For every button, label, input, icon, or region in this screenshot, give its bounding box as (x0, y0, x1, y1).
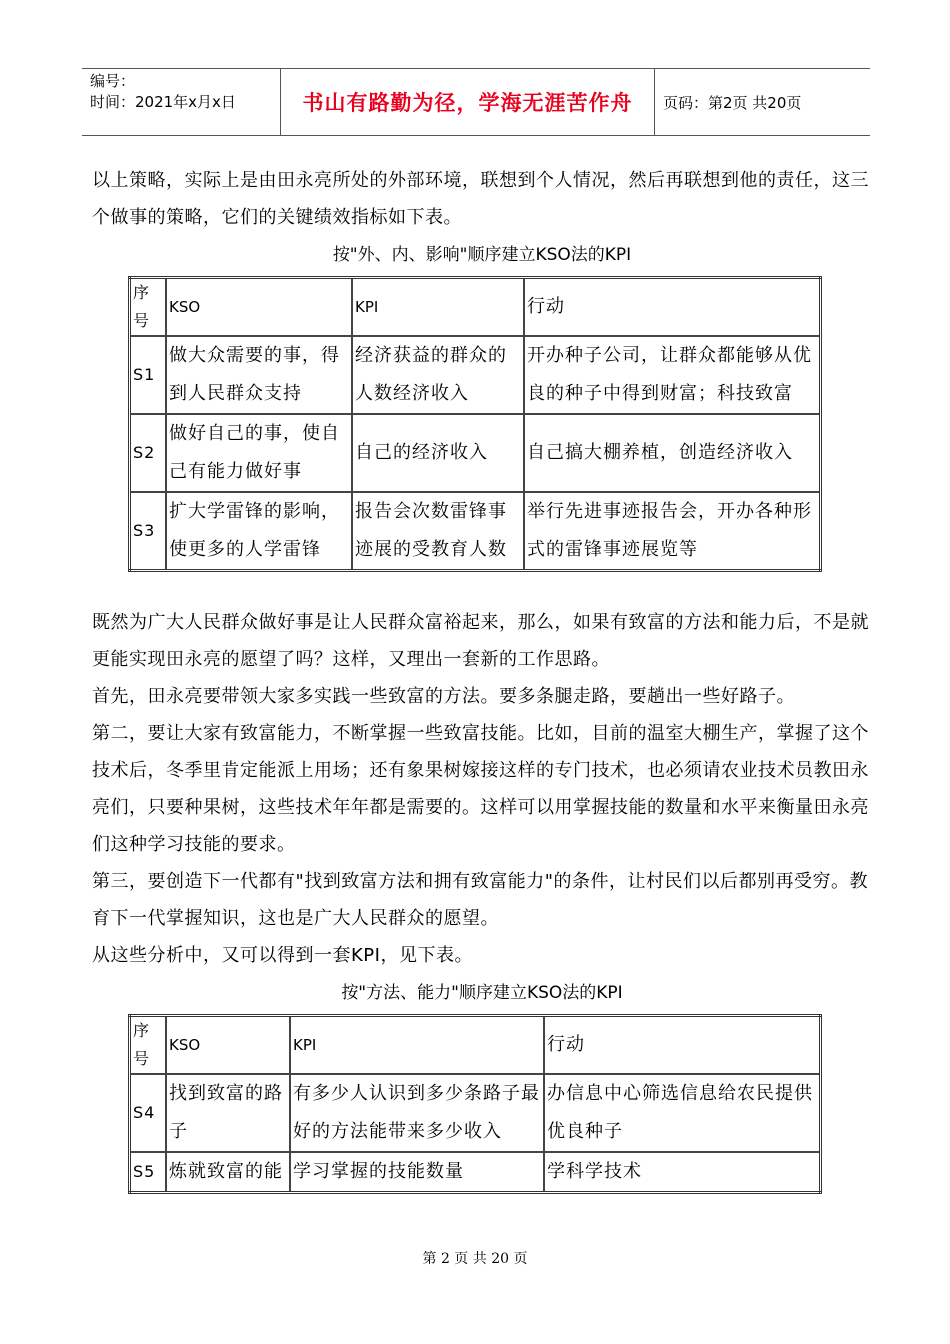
table-cell: S3 (130, 492, 167, 571)
table-cell: 开办种子公司，让群众都能够从优良的种子中得到财富；科技致富 (524, 336, 821, 414)
table-header-cell: KSO (166, 1016, 290, 1075)
table-cell: 找到致富的路子 (166, 1074, 290, 1152)
table-cell: 经济获益的群众的人数经济收入 (352, 336, 524, 414)
table-row (130, 492, 821, 571)
table-header-row (130, 278, 821, 337)
table-header-cell: 行动 (524, 278, 821, 337)
paragraph: 从这些分析中，又可以得到一套KPI，见下表。 (92, 945, 473, 966)
table-header-cell: 行动 (544, 1016, 821, 1075)
document-body (92, 162, 872, 1194)
table-cell: 有多少人认识到多少条路子最好的方法能带来多少收入 (290, 1074, 544, 1152)
table-cell: 炼就致富的能 (166, 1152, 290, 1193)
table-row (130, 414, 821, 492)
header-motto: 书山有路勤为径，学海无涯苦作舟 (281, 69, 655, 135)
paragraph: 以上策略，实际上是由田永亮所处的外部环境，联想到个人情况，然后再联想到他的责任，这三个做事的策略，它们的关键绩效指标如下表。 (92, 170, 869, 228)
page-footer: 第 2 页 共 20 页 (422, 1251, 528, 1267)
table-header-cell: 序号 (130, 278, 167, 337)
page-header (82, 68, 870, 136)
table-cell: 做大众需要的事，得到人民群众支持 (166, 336, 352, 414)
table-cell: S2 (130, 414, 167, 492)
table1-caption: 按"外、内、影响"顺序建立KSO法的KPI (332, 245, 632, 265)
table-cell: 报告会次数雷锋事迹展的受教育人数 (352, 492, 524, 571)
table-cell: 学习掌握的技能数量 (290, 1152, 544, 1193)
paragraph: 第三，要创造下一代都有"找到致富方法和拥有致富能力"的条件，让村民们以后都别再受穷。教育下一代掌握知识，这也是广大人民群众的愿望。 (92, 871, 869, 929)
table-cell: 办信息中心筛选信息给农民提供优良种子 (544, 1074, 821, 1152)
table-cell: 自己的经济收入 (352, 414, 524, 492)
table2-caption: 按"方法、能力"顺序建立KSO法的KPI (341, 983, 623, 1003)
header-date-label: 时间：2021年x月x日 (90, 93, 236, 111)
table-header-cell: 序号 (130, 1016, 167, 1075)
paragraph: 首先，田永亮要带领大家多实践一些致富的方法。要多条腿走路，要趟出一些好路子。 (92, 686, 795, 707)
table-header-cell: KPI (290, 1016, 544, 1075)
table-cell: S1 (130, 336, 167, 414)
table-cell: S5 (130, 1152, 167, 1193)
table-cell: 举行先进事迹报告会，开办各种形式的雷锋事迹展览等 (524, 492, 821, 571)
paragraph: 第二，要让大家有致富能力，不断掌握一些致富技能。比如，目前的温室大棚生产，掌握了这个技术后，冬季里肯定能派上用场；还有象果树嫁接这样的专门技术，也必须请农业技术员教田永亮们，只要种果树，这些技术年年都是需要的。这样可以用掌握技能的数量和水平来衡量田永亮们这种学习技能的要求。 (92, 723, 869, 855)
table-header-row (130, 1016, 821, 1075)
header-page-label: 页码：第2页 共20页 (663, 93, 802, 112)
header-number-label: 编号： (90, 72, 136, 90)
table-cell: 学科学技术 (544, 1152, 821, 1193)
paragraph: 既然为广大人民群众做好事是让人民群众富裕起来，那么，如果有致富的方法和能力后，不是就更能实现田永亮的愿望了吗？这样，又理出一套新的工作思路。 (92, 612, 869, 670)
table-row (130, 336, 821, 414)
table-cell: 自己搞大棚养植，创造经济收入 (524, 414, 821, 492)
table-header-cell: KPI (352, 278, 524, 337)
table-cell: 做好自己的事，使自己有能力做好事 (166, 414, 352, 492)
header-meta (82, 69, 281, 135)
table-cell: S4 (130, 1074, 167, 1152)
table-cell: 扩大学雷锋的影响，使更多的人学雷锋 (166, 492, 352, 571)
kpi-table-2 (128, 1014, 822, 1194)
table-header-cell: KSO (166, 278, 352, 337)
table-row (130, 1074, 821, 1152)
table-row (130, 1152, 821, 1193)
kpi-table-1 (128, 276, 822, 572)
